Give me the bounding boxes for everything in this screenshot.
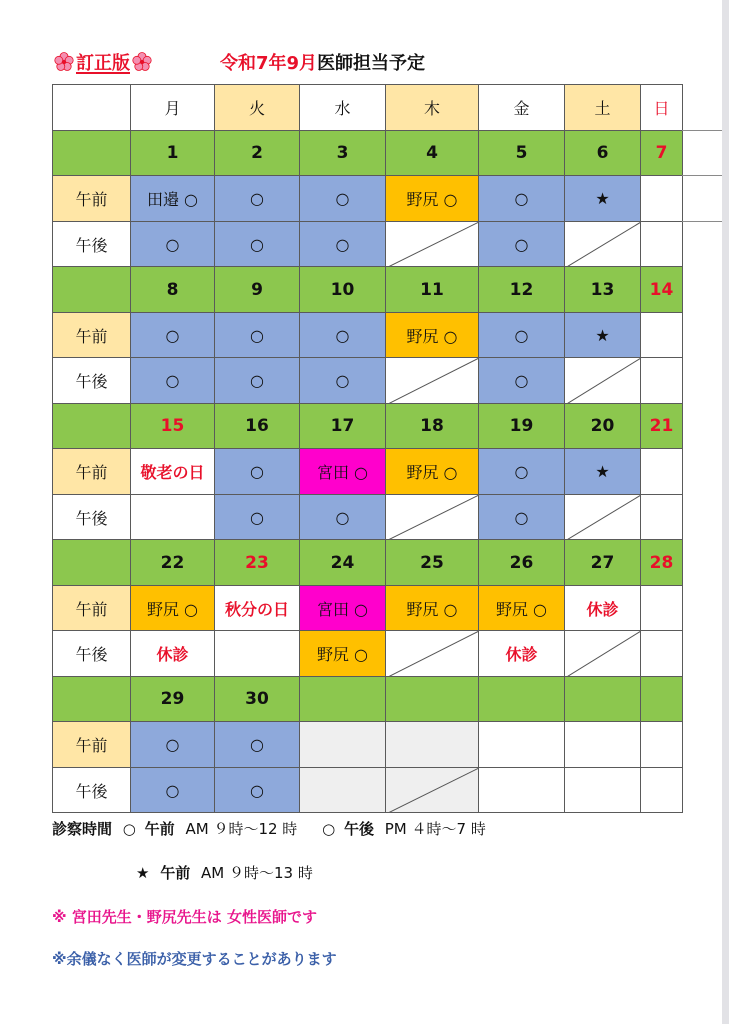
cell-text: ○ <box>335 234 350 254</box>
am-cell <box>299 312 386 358</box>
am-row-label <box>52 721 131 768</box>
cell-text: 秋分の日 <box>224 599 289 619</box>
pm-cell <box>214 221 300 267</box>
diagonal-slash <box>565 495 641 540</box>
am-cell <box>478 312 565 358</box>
cell-text: 30 <box>245 689 269 709</box>
date-cell <box>478 266 565 313</box>
cell-text: 野尻 ○ <box>406 326 458 346</box>
pm-cell <box>478 357 565 404</box>
cell-text: 休診 <box>156 645 189 664</box>
cell-text: ○ <box>514 189 529 208</box>
cell-text: 15 <box>160 416 185 436</box>
cell-text: ○ <box>165 234 180 254</box>
pm-label: 午後 <box>343 820 374 838</box>
cell-text: 13 <box>590 279 615 300</box>
date-cell <box>214 266 300 313</box>
weekday-header <box>299 84 386 131</box>
cell-text: 午後 <box>75 372 108 391</box>
cell-text: 20 <box>590 416 615 436</box>
am-cell <box>478 721 565 768</box>
cell-text: 9 <box>251 279 263 300</box>
am-cell <box>640 585 683 631</box>
cell-text: 午前 <box>75 736 108 755</box>
pm-cell <box>299 494 386 540</box>
cell-text: ○ <box>250 735 264 754</box>
am-cell <box>214 312 300 358</box>
pm-cell <box>385 630 479 677</box>
cell-text: 野尻 ○ <box>406 463 458 482</box>
cell-text: ○ <box>250 371 264 390</box>
cell-text: 6 <box>596 143 609 163</box>
date-cell <box>564 130 641 176</box>
am-cell <box>640 721 683 768</box>
am-cell <box>385 448 479 495</box>
revised-label <box>52 49 154 75</box>
pm-row-label <box>52 357 131 404</box>
cell-text: 4 <box>426 143 438 163</box>
am-cell <box>478 175 565 222</box>
date-cell <box>564 539 641 586</box>
am-cell <box>214 585 300 631</box>
date-cell <box>385 266 479 313</box>
am-cell <box>640 448 683 495</box>
am-cell <box>478 448 565 495</box>
cell-text: 金 <box>513 99 530 118</box>
am-cell <box>130 312 215 358</box>
date-cell <box>564 676 641 722</box>
pm-cell <box>564 357 641 404</box>
cell-text: ○ <box>335 371 350 390</box>
pm-cell <box>385 494 479 540</box>
cell-text: 26 <box>509 552 534 573</box>
cell-text: ○ <box>250 234 264 254</box>
cell-text: 休診 <box>586 599 619 619</box>
am-cell <box>299 721 386 768</box>
cell-text: 25 <box>420 552 444 573</box>
am-row-label <box>52 585 131 631</box>
date-row-label <box>52 403 131 449</box>
date-cell <box>478 539 565 586</box>
cell-text: 敬老の日 <box>140 463 205 482</box>
date-cell <box>214 676 300 722</box>
am-cell <box>299 448 386 495</box>
cell-text: 宮田 ○ <box>316 599 369 619</box>
date-cell <box>130 539 215 586</box>
am-cell <box>564 312 641 358</box>
date-cell <box>214 130 300 176</box>
cell-text: 野尻 ○ <box>406 599 458 619</box>
cell-text: ○ <box>165 371 180 390</box>
cell-text: ○ <box>165 780 180 800</box>
pm-cell <box>299 767 386 813</box>
star-am-label: 午前 <box>160 864 191 882</box>
pm-cell <box>299 357 386 404</box>
am-cell <box>130 448 215 495</box>
date-cell <box>130 130 215 176</box>
cell-text: ○ <box>514 234 529 254</box>
cell-text: 17 <box>330 416 355 436</box>
cell-text: 27 <box>590 552 615 573</box>
date-cell <box>478 130 565 176</box>
am-cell <box>564 585 641 631</box>
date-cell <box>640 266 683 313</box>
cell-text: 土 <box>594 99 611 118</box>
revised-text: 訂正版 <box>76 53 130 74</box>
table-extension-line <box>682 175 722 176</box>
cell-text: ○ <box>250 462 264 481</box>
cell-text: 8 <box>166 279 179 300</box>
cell-text: ○ <box>250 189 264 208</box>
diagonal-slash <box>386 768 479 813</box>
cell-text: 2 <box>251 143 263 163</box>
cell-text: 23 <box>245 552 269 573</box>
circle-symbol: ○ <box>122 820 136 838</box>
pm-cell <box>640 494 683 540</box>
pm-cell <box>478 221 565 267</box>
title-text: 医師担当予定 <box>317 53 426 74</box>
pm-cell <box>385 767 479 813</box>
cell-text: ○ <box>250 780 264 800</box>
cell-text: 野尻 ○ <box>406 190 458 209</box>
pm-cell <box>640 767 683 813</box>
header-corner <box>52 84 131 131</box>
diagonal-slash <box>386 222 479 267</box>
cell-text: 18 <box>420 416 444 436</box>
date-cell <box>130 266 215 313</box>
am-cell <box>130 721 215 768</box>
cell-text: ○ <box>514 371 529 390</box>
am-cell <box>214 448 300 495</box>
cell-text: 29 <box>160 689 185 709</box>
date-cell <box>299 539 386 586</box>
cell-text: 10 <box>330 279 355 300</box>
date-cell <box>385 539 479 586</box>
pm-cell <box>214 767 300 813</box>
weekday-header <box>640 84 683 131</box>
cell-text: 11 <box>420 279 444 300</box>
date-cell <box>385 676 479 722</box>
date-row-label <box>52 130 131 176</box>
cell-text: ★ <box>595 189 610 208</box>
cell-text: ○ <box>514 325 529 345</box>
cell-text: ○ <box>165 325 180 345</box>
date-cell <box>299 266 386 313</box>
cell-text: 月 <box>164 99 181 118</box>
cell-text: ○ <box>335 189 350 208</box>
diagonal-slash <box>565 358 641 404</box>
diagonal-slash <box>565 631 641 677</box>
pm-cell <box>130 357 215 404</box>
sakura-icon <box>132 52 152 72</box>
pm-row-label <box>52 221 131 267</box>
pm-cell <box>564 630 641 677</box>
am-cell <box>130 585 215 631</box>
cell-text: 田邉 ○ <box>146 190 199 209</box>
am-label: 午前 <box>144 820 175 838</box>
cell-text: ○ <box>250 507 264 527</box>
cell-text: 1 <box>166 143 179 163</box>
pm-cell <box>214 630 300 677</box>
pm-cell <box>130 767 215 813</box>
cell-text: 野尻 ○ <box>146 599 199 619</box>
cell-text: 日 <box>653 99 670 118</box>
cell-text: 午前 <box>75 326 108 346</box>
diagonal-slash <box>386 358 479 404</box>
cell-text: 休診 <box>505 645 538 664</box>
pm-cell <box>299 221 386 267</box>
pm-cell <box>564 494 641 540</box>
cell-text: 午前 <box>75 599 108 619</box>
date-cell <box>640 130 683 176</box>
cell-text: 7 <box>655 143 668 163</box>
pm-row-label <box>52 767 131 813</box>
date-cell <box>130 403 215 449</box>
pm-cell <box>130 630 215 677</box>
cell-text: 16 <box>245 416 269 436</box>
weekday-header <box>385 84 479 131</box>
am-cell <box>299 585 386 631</box>
hours-note <box>52 818 486 839</box>
cell-text: 木 <box>423 99 440 118</box>
sakura-icon <box>54 52 74 72</box>
am-cell <box>478 585 565 631</box>
date-cell <box>130 676 215 722</box>
female-doctors-note: ※ 宮田先生・野尻先生は 女性医師です <box>52 908 318 926</box>
pm-cell <box>385 357 479 404</box>
pm-cell <box>640 630 683 677</box>
date-cell <box>214 539 300 586</box>
cell-text: 午後 <box>75 645 108 664</box>
pm-cell <box>299 630 386 677</box>
date-cell <box>478 676 565 722</box>
circle-symbol: ○ <box>322 820 336 838</box>
diagonal-slash <box>386 495 479 540</box>
hours-label: 診察時間 <box>52 820 113 838</box>
pm-cell <box>214 357 300 404</box>
am-cell <box>564 175 641 222</box>
am-cell <box>385 175 479 222</box>
title-row <box>52 49 552 79</box>
date-cell <box>640 403 683 449</box>
am-cell <box>564 448 641 495</box>
am-cell <box>640 312 683 358</box>
table-extension-line <box>682 221 722 222</box>
pm-hours: PM ４時〜7 時 <box>384 820 486 838</box>
pm-cell <box>640 221 683 267</box>
date-cell <box>299 130 386 176</box>
cell-text: 午前 <box>75 463 108 482</box>
pm-cell <box>478 767 565 813</box>
date-cell <box>564 403 641 449</box>
pm-cell <box>214 494 300 540</box>
date-row-label <box>52 676 131 722</box>
cell-text: 12 <box>509 279 534 300</box>
diagonal-slash <box>386 631 479 677</box>
am-cell <box>299 175 386 222</box>
am-cell <box>130 175 215 222</box>
page-edge <box>722 0 729 1024</box>
am-row-label <box>52 175 131 222</box>
change-notice: ※余儀なく医師が変更することがあります <box>52 950 337 968</box>
page-title <box>220 49 425 75</box>
cell-text: ★ <box>595 325 610 345</box>
cell-text: ○ <box>335 325 350 345</box>
cell-text: 14 <box>649 279 674 300</box>
weekday-header <box>214 84 300 131</box>
pm-cell <box>564 767 641 813</box>
cell-text: ★ <box>595 462 610 481</box>
am-cell <box>214 721 300 768</box>
cell-text: 19 <box>509 416 534 436</box>
pm-cell <box>564 221 641 267</box>
weekday-header <box>478 84 565 131</box>
pm-cell <box>130 494 215 540</box>
cell-text: 水 <box>334 99 351 118</box>
cell-text: 24 <box>330 552 355 573</box>
table-extension-line <box>682 130 722 131</box>
am-hours: AM ９時〜12 時 <box>185 820 298 838</box>
date-cell <box>385 130 479 176</box>
cell-text: 午後 <box>75 781 108 801</box>
cell-text: ○ <box>165 735 180 754</box>
pm-cell <box>478 494 565 540</box>
cell-text: 野尻 ○ <box>495 599 548 619</box>
pm-cell <box>130 221 215 267</box>
date-cell <box>564 266 641 313</box>
pm-cell <box>385 221 479 267</box>
pm-cell <box>640 357 683 404</box>
am-row-label <box>52 312 131 358</box>
am-row-label <box>52 448 131 495</box>
am-cell <box>640 175 683 222</box>
cell-text: 午後 <box>75 235 108 255</box>
date-cell <box>214 403 300 449</box>
star-symbol: ★ <box>136 864 150 882</box>
cell-text: 28 <box>649 552 674 573</box>
cell-text: 午前 <box>75 190 108 209</box>
am-cell <box>564 721 641 768</box>
am-cell <box>385 721 479 768</box>
cell-text: 野尻 ○ <box>316 645 369 664</box>
weekday-header <box>564 84 641 131</box>
cell-text: 宮田 ○ <box>316 463 369 482</box>
date-cell <box>478 403 565 449</box>
star-hours-note <box>136 862 313 883</box>
cell-text: ○ <box>514 462 529 481</box>
cell-text: 22 <box>160 552 185 573</box>
title-month: 令和7年9月 <box>220 53 318 74</box>
diagonal-slash <box>565 222 641 267</box>
date-cell <box>299 676 386 722</box>
am-cell <box>385 312 479 358</box>
pm-cell <box>478 630 565 677</box>
cell-text: 3 <box>336 143 349 163</box>
cell-text: ○ <box>250 325 264 345</box>
date-cell <box>640 539 683 586</box>
date-row-label <box>52 266 131 313</box>
date-cell <box>640 676 683 722</box>
star-hours: AM ９時〜13 時 <box>201 864 313 882</box>
pm-row-label <box>52 494 131 540</box>
cell-text: ○ <box>514 507 529 527</box>
date-row-label <box>52 539 131 586</box>
am-cell <box>385 585 479 631</box>
date-cell <box>385 403 479 449</box>
cell-text: 午後 <box>75 508 108 528</box>
am-cell <box>214 175 300 222</box>
cell-text: 21 <box>649 416 674 436</box>
cell-text: ○ <box>335 507 350 527</box>
cell-text: 5 <box>515 143 528 163</box>
cell-text: 火 <box>248 99 265 118</box>
weekday-header <box>130 84 215 131</box>
date-cell <box>299 403 386 449</box>
pm-row-label <box>52 630 131 677</box>
